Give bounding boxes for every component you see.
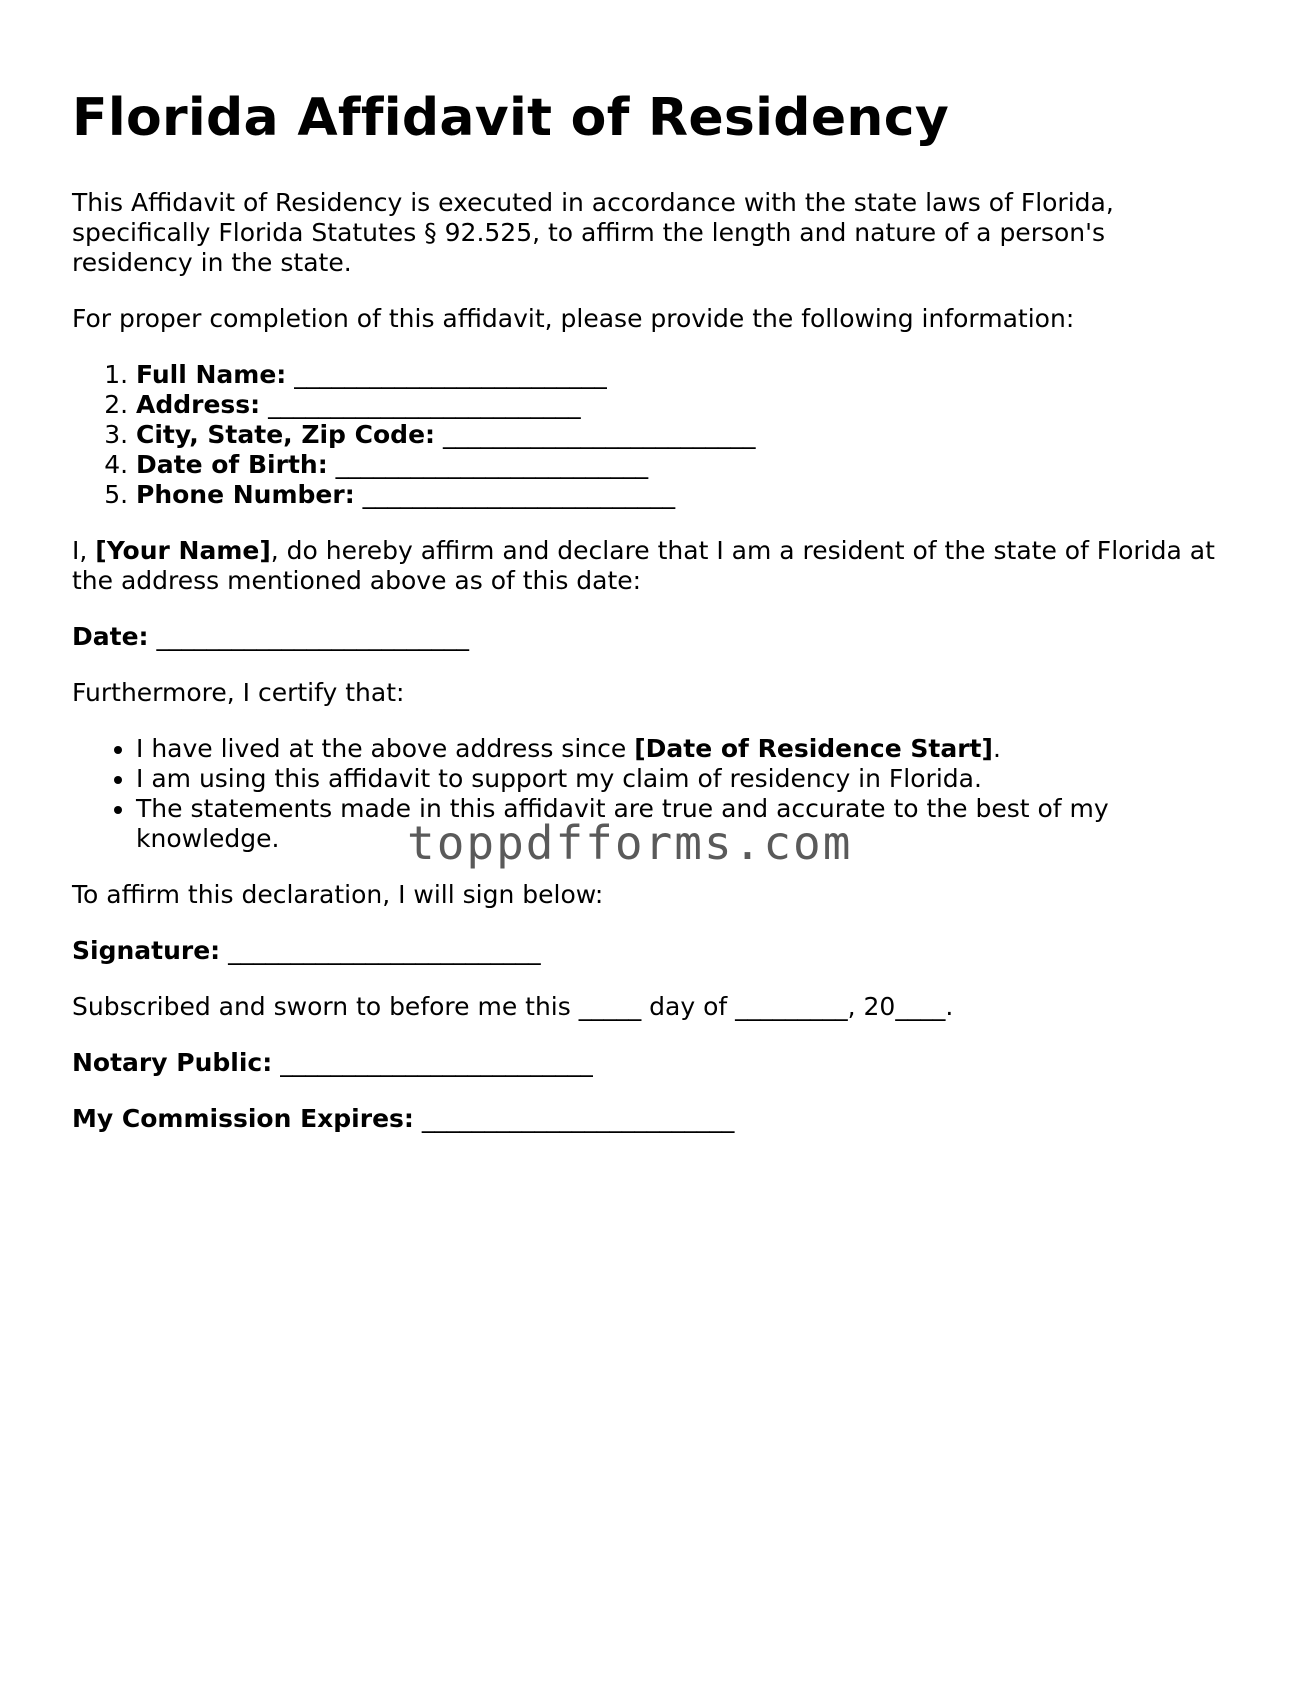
field-label: Phone Number:	[136, 480, 355, 509]
document-page	[72, 88, 1232, 1160]
field-label: Address:	[136, 390, 261, 419]
info-fields-list	[72, 360, 1232, 510]
sworn-statement: Subscribed and sworn to before me this _____ day of _________, 20____.	[72, 992, 954, 1021]
date-blank: _________________________	[156, 622, 469, 651]
field-blank: _________________________	[268, 390, 581, 419]
field-full-name	[136, 360, 1232, 390]
signature-field	[72, 936, 1232, 966]
field-blank: _________________________	[362, 480, 676, 509]
instructions-paragraph: For proper completion of this affidavit, please provide the following information:	[72, 304, 1075, 333]
date-field	[72, 622, 1232, 652]
field-label: Date of Birth:	[136, 450, 328, 479]
document-title: Florida Affidavit of Residency	[72, 88, 950, 148]
certification-item: • The statements made in this affidavit are true and accurate to the best of my knowledge.	[136, 794, 1232, 854]
date-label: Date:	[72, 622, 149, 651]
intro-paragraph: This Affidavit of Residency is executed in accordance with the state laws of Florida, specifically Florida Statutes § 92.525, to affirm the length and nature of a person's residency in the state.	[72, 188, 1114, 277]
declaration-suffix: , do hereby affirm and declare that I am a resident of the state of Florida at the address mentioned above as of this date:	[72, 536, 1215, 595]
watermark: toppdfforms.com	[407, 816, 853, 870]
certification-period: .	[992, 734, 1001, 763]
sign-intro: To affirm this declaration, I will sign below:	[72, 880, 604, 909]
your-name-placeholder: [Your Name]	[95, 536, 271, 565]
signature-blank: _________________________	[228, 936, 541, 965]
declaration-paragraph	[72, 536, 1232, 596]
certification-item: • I am using this affidavit to support my claim of residency in Florida.	[136, 764, 1232, 794]
field-blank: _________________________	[294, 360, 607, 389]
field-blank: _________________________	[335, 450, 649, 479]
certify-intro: Furthermore, I certify that:	[72, 678, 405, 707]
commission-field	[72, 1104, 1232, 1134]
notary-blank: _________________________	[280, 1048, 593, 1077]
field-address	[136, 390, 1232, 420]
field-phone-number	[136, 480, 1232, 510]
signature-label: Signature:	[72, 936, 221, 965]
residence-start-placeholder: [Date of Residence Start]	[634, 734, 993, 763]
certification-item	[136, 734, 1232, 764]
field-date-of-birth	[136, 450, 1232, 480]
field-label: City, State, Zip Code:	[136, 420, 436, 449]
field-label: Full Name:	[136, 360, 287, 389]
field-blank: _________________________	[442, 420, 756, 449]
notary-field	[72, 1048, 1232, 1078]
declaration-prefix: I,	[72, 536, 96, 565]
commission-blank: _________________________	[421, 1104, 735, 1133]
certification-text: I have lived at the above address since	[136, 734, 635, 763]
notary-label: Notary Public:	[72, 1048, 273, 1077]
commission-label: My Commission Expires:	[72, 1104, 414, 1133]
field-city-state-zip	[136, 420, 1232, 450]
